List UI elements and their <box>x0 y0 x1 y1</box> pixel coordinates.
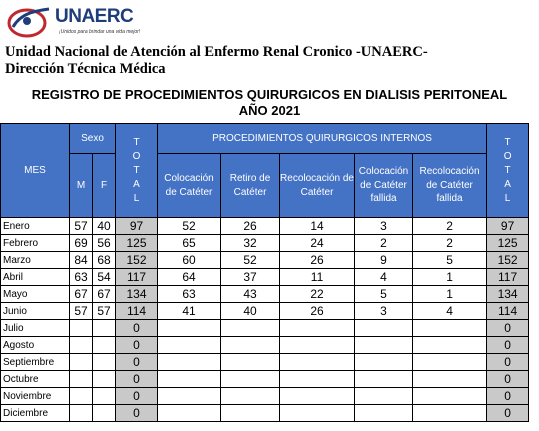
cell-recolocacion <box>280 337 355 354</box>
cell-mes: Abril <box>1 269 70 286</box>
cell-f: 68 <box>93 252 116 269</box>
procedures-table <box>0 123 529 422</box>
cell-colocacion: 52 <box>158 218 221 235</box>
cell-f <box>93 320 116 337</box>
cell-total2: 134 <box>487 286 529 303</box>
cell-retiro <box>221 337 280 354</box>
cell-m <box>70 354 93 371</box>
cell-colocacion <box>158 405 221 422</box>
header-total: T O T A L <box>116 124 158 218</box>
cell-recolocacion: 11 <box>280 269 355 286</box>
cell-total: 0 <box>116 405 158 422</box>
cell-f <box>93 405 116 422</box>
table-row <box>1 388 529 405</box>
cell-m <box>70 371 93 388</box>
cell-mes: Diciembre <box>1 405 70 422</box>
cell-recolocacion-fallida <box>413 354 487 371</box>
cell-total2: 0 <box>487 354 529 371</box>
cell-retiro: 40 <box>221 303 280 320</box>
cell-mes: Septiembre <box>1 354 70 371</box>
cell-retiro <box>221 320 280 337</box>
cell-total: 0 <box>116 371 158 388</box>
header-colocacion-fallida: Colocación de Catéter fallida <box>355 154 413 218</box>
cell-retiro <box>221 388 280 405</box>
header-procedimientos: PROCEDIMIENTOS QUIRURGICOS INTERNOS <box>158 124 487 154</box>
cell-mes: Julio <box>1 320 70 337</box>
cell-recolocacion-fallida <box>413 371 487 388</box>
header-mes: MES <box>1 124 70 218</box>
cell-recolocacion-fallida: 2 <box>413 218 487 235</box>
cell-retiro: 37 <box>221 269 280 286</box>
table-row <box>1 269 529 286</box>
cell-retiro <box>221 405 280 422</box>
institution-title: Unidad Nacional de Atención al Enfermo Renal Cronico -UNAERC- <box>5 44 428 60</box>
cell-mes: Agosto <box>1 337 70 354</box>
cell-colocacion-fallida <box>355 337 413 354</box>
header-recolocacion: Recolocación de Catéter <box>280 154 355 218</box>
cell-m: 57 <box>70 303 93 320</box>
header-colocacion: Colocación de Catéter <box>158 154 221 218</box>
cell-total: 152 <box>116 252 158 269</box>
cell-recolocacion <box>280 320 355 337</box>
cell-total: 0 <box>116 354 158 371</box>
header-m: M <box>70 154 93 218</box>
cell-recolocacion: 14 <box>280 218 355 235</box>
department-title: Dirección Técnica Médica <box>5 61 166 77</box>
cell-colocacion: 64 <box>158 269 221 286</box>
cell-retiro: 26 <box>221 218 280 235</box>
cell-total2: 97 <box>487 218 529 235</box>
header-retiro: Retiro de Catéter <box>221 154 280 218</box>
cell-recolocacion-fallida: 2 <box>413 235 487 252</box>
cell-recolocacion: 26 <box>280 303 355 320</box>
cell-mes: Junio <box>1 303 70 320</box>
cell-colocacion-fallida <box>355 371 413 388</box>
cell-total: 117 <box>116 269 158 286</box>
cell-total2: 0 <box>487 371 529 388</box>
cell-total2: 114 <box>487 303 529 320</box>
cell-colocacion-fallida <box>355 320 413 337</box>
header-total-2: T O T A L <box>487 124 529 218</box>
cell-recolocacion-fallida: 1 <box>413 269 487 286</box>
header-f: F <box>93 154 116 218</box>
logo-name: UNAERC <box>55 6 134 27</box>
cell-colocacion-fallida: 9 <box>355 252 413 269</box>
unaerc-logo <box>5 3 141 43</box>
cell-total: 0 <box>116 388 158 405</box>
cell-colocacion-fallida: 4 <box>355 269 413 286</box>
cell-recolocacion: 22 <box>280 286 355 303</box>
cell-total: 0 <box>116 320 158 337</box>
cell-mes: Marzo <box>1 252 70 269</box>
cell-f: 56 <box>93 235 116 252</box>
cell-colocacion <box>158 354 221 371</box>
table-row <box>1 252 529 269</box>
cell-retiro <box>221 354 280 371</box>
cell-colocacion: 60 <box>158 252 221 269</box>
cell-m <box>70 337 93 354</box>
cell-colocacion <box>158 320 221 337</box>
table-row <box>1 235 529 252</box>
cell-colocacion: 63 <box>158 286 221 303</box>
cell-recolocacion-fallida <box>413 320 487 337</box>
header-sexo: Sexo <box>70 124 116 154</box>
cell-colocacion-fallida: 5 <box>355 286 413 303</box>
table-row <box>1 320 529 337</box>
cell-total: 125 <box>116 235 158 252</box>
cell-m <box>70 405 93 422</box>
cell-m: 63 <box>70 269 93 286</box>
cell-colocacion-fallida <box>355 405 413 422</box>
cell-recolocacion: 24 <box>280 235 355 252</box>
unaerc-logo-mark-icon <box>5 3 53 41</box>
cell-mes: Octubre <box>1 371 70 388</box>
table-row <box>1 354 529 371</box>
cell-recolocacion-fallida <box>413 388 487 405</box>
cell-mes: Enero <box>1 218 70 235</box>
cell-recolocacion <box>280 405 355 422</box>
cell-colocacion-fallida: 3 <box>355 303 413 320</box>
cell-retiro: 43 <box>221 286 280 303</box>
cell-retiro <box>221 371 280 388</box>
cell-colocacion-fallida <box>355 388 413 405</box>
cell-colocacion <box>158 388 221 405</box>
cell-f <box>93 354 116 371</box>
cell-colocacion <box>158 371 221 388</box>
cell-recolocacion: 26 <box>280 252 355 269</box>
cell-colocacion <box>158 337 221 354</box>
report-year: AÑO 2021 <box>238 103 301 118</box>
cell-f: 57 <box>93 303 116 320</box>
cell-recolocacion <box>280 371 355 388</box>
cell-recolocacion-fallida <box>413 337 487 354</box>
cell-total: 97 <box>116 218 158 235</box>
cell-total2: 0 <box>487 337 529 354</box>
cell-f <box>93 337 116 354</box>
table-row <box>1 371 529 388</box>
cell-total: 0 <box>116 337 158 354</box>
cell-total2: 0 <box>487 388 529 405</box>
cell-total2: 117 <box>487 269 529 286</box>
cell-recolocacion <box>280 388 355 405</box>
cell-recolocacion-fallida <box>413 405 487 422</box>
cell-f: 40 <box>93 218 116 235</box>
cell-colocacion: 65 <box>158 235 221 252</box>
cell-recolocacion-fallida: 5 <box>413 252 487 269</box>
cell-f: 54 <box>93 269 116 286</box>
cell-m: 57 <box>70 218 93 235</box>
cell-mes: Mayo <box>1 286 70 303</box>
cell-total: 114 <box>116 303 158 320</box>
cell-retiro: 52 <box>221 252 280 269</box>
cell-total2: 0 <box>487 320 529 337</box>
cell-f: 67 <box>93 286 116 303</box>
cell-total: 134 <box>116 286 158 303</box>
cell-colocacion-fallida: 3 <box>355 218 413 235</box>
cell-m: 84 <box>70 252 93 269</box>
cell-mes: Noviembre <box>1 388 70 405</box>
logo-tagline: ¡Unidos para brindar una vida mejor! <box>59 29 141 35</box>
cell-f <box>93 371 116 388</box>
table-row <box>1 405 529 422</box>
cell-recolocacion-fallida: 1 <box>413 286 487 303</box>
header-recolocacion-fallida: Recolocación de Catéter fallida <box>413 154 487 218</box>
cell-total2: 125 <box>487 235 529 252</box>
cell-mes: Febrero <box>1 235 70 252</box>
cell-m <box>70 320 93 337</box>
cell-total2: 152 <box>487 252 529 269</box>
cell-m: 67 <box>70 286 93 303</box>
table-row <box>1 218 529 235</box>
table-row <box>1 337 529 354</box>
cell-colocacion: 41 <box>158 303 221 320</box>
cell-m: 69 <box>70 235 93 252</box>
cell-colocacion-fallida: 2 <box>355 235 413 252</box>
cell-m <box>70 388 93 405</box>
cell-retiro: 32 <box>221 235 280 252</box>
report-title: REGISTRO DE PROCEDIMIENTOS QUIRURGICOS EN DIALISIS PERITONEAL <box>31 87 508 102</box>
table-row <box>1 286 529 303</box>
table-row <box>1 303 529 320</box>
cell-total2: 0 <box>487 405 529 422</box>
cell-recolocacion-fallida: 4 <box>413 303 487 320</box>
cell-recolocacion <box>280 354 355 371</box>
cell-colocacion-fallida <box>355 354 413 371</box>
cell-f <box>93 388 116 405</box>
